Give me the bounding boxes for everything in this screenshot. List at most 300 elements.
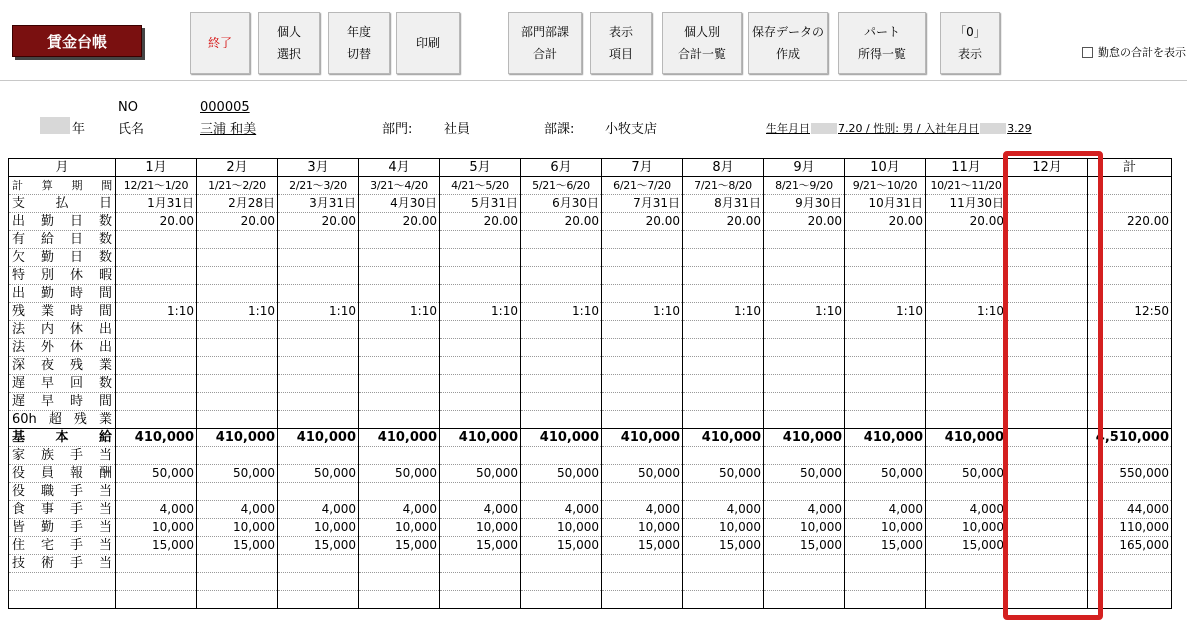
- table-cell: 550,000: [1088, 465, 1172, 483]
- table-cell: [602, 357, 683, 375]
- table-cell: [440, 231, 521, 249]
- table-cell: [683, 267, 764, 285]
- table-cell: 20.00: [602, 213, 683, 231]
- table-cell: [197, 267, 278, 285]
- table-cell: [521, 321, 602, 339]
- table-cell: [683, 411, 764, 429]
- table-cell: 50,000: [521, 465, 602, 483]
- month-header-row: [9, 159, 1172, 177]
- table-cell: [359, 375, 440, 393]
- button-label: 部門部課: [520, 25, 569, 39]
- table-cell: [359, 591, 440, 609]
- table-cell: [1088, 267, 1172, 285]
- table-cell: 4/21〜5/20: [440, 177, 521, 195]
- table-row: [9, 411, 1172, 429]
- table-cell: 2月28日: [197, 195, 278, 213]
- table-cell: [845, 357, 926, 375]
- table-cell: 5/21〜6/20: [521, 177, 602, 195]
- table-cell: [764, 249, 845, 267]
- row-label: 遅早時間: [9, 393, 116, 411]
- table-cell: [1088, 357, 1172, 375]
- table-cell: 15,000: [521, 537, 602, 555]
- table-cell: [1007, 591, 1088, 609]
- table-cell: [845, 321, 926, 339]
- table-cell: 20.00: [926, 213, 1007, 231]
- table-cell: [440, 321, 521, 339]
- table-cell: [926, 267, 1007, 285]
- table-cell: [197, 573, 278, 591]
- table-cell: [926, 231, 1007, 249]
- table-cell: 1:10: [683, 303, 764, 321]
- display-items-button[interactable]: [590, 12, 652, 74]
- table-cell: 110,000: [1088, 519, 1172, 537]
- person-total-list-button[interactable]: [662, 12, 742, 74]
- table-cell: [926, 591, 1007, 609]
- table-cell: [1007, 177, 1088, 195]
- table-row: [9, 393, 1172, 411]
- table-cell: [1007, 573, 1088, 591]
- table-cell: [845, 411, 926, 429]
- table-cell: [602, 393, 683, 411]
- dept-total-button[interactable]: [508, 12, 582, 74]
- table-cell: [440, 249, 521, 267]
- birth-label: 生年月日: [766, 122, 810, 135]
- table-cell: [440, 393, 521, 411]
- table-cell: [197, 411, 278, 429]
- table-cell: [359, 231, 440, 249]
- table-cell: [278, 321, 359, 339]
- table-cell: [1007, 285, 1088, 303]
- table-cell: 9/21〜10/20: [845, 177, 926, 195]
- table-cell: [440, 285, 521, 303]
- table-cell: [683, 483, 764, 501]
- table-cell: [845, 393, 926, 411]
- table-cell: [440, 555, 521, 573]
- table-cell: [1088, 591, 1172, 609]
- table-row: [9, 177, 1172, 195]
- table-cell: [764, 573, 845, 591]
- section-label: 部課:: [544, 122, 575, 137]
- table-cell: 20.00: [521, 213, 602, 231]
- table-cell: [521, 357, 602, 375]
- row-label: 深夜残業: [9, 357, 116, 375]
- table-cell: 8月31日: [683, 195, 764, 213]
- table-cell: [764, 321, 845, 339]
- table-cell: [1088, 249, 1172, 267]
- table-cell: 8/21〜9/20: [764, 177, 845, 195]
- table-cell: [521, 375, 602, 393]
- table-cell: [683, 249, 764, 267]
- table-cell: 7/21〜8/20: [683, 177, 764, 195]
- table-cell: [359, 411, 440, 429]
- table-cell: 15,000: [764, 537, 845, 555]
- table-cell: 15,000: [440, 537, 521, 555]
- table-cell: [926, 357, 1007, 375]
- row-label: 住宅手当: [9, 537, 116, 555]
- month-header: 10月: [845, 159, 926, 177]
- table-cell: [683, 357, 764, 375]
- checkbox-label: 勤怠の合計を表示: [1098, 46, 1186, 59]
- table-row: [9, 429, 1172, 447]
- table-cell: [1088, 285, 1172, 303]
- table-cell: [683, 573, 764, 591]
- table-cell: [683, 231, 764, 249]
- table-cell: 20.00: [359, 213, 440, 231]
- month-header: 11月: [926, 159, 1007, 177]
- button-label: 所得一覧: [857, 47, 906, 61]
- table-row: [9, 465, 1172, 483]
- month-header: 7月: [602, 159, 683, 177]
- table-cell: 1月31日: [116, 195, 197, 213]
- table-cell: 50,000: [116, 465, 197, 483]
- table-cell: [683, 285, 764, 303]
- table-cell: [1007, 429, 1088, 447]
- table-cell: [845, 267, 926, 285]
- table-cell: 50,000: [926, 465, 1007, 483]
- table-cell: 220.00: [1088, 213, 1172, 231]
- table-cell: 4,000: [602, 501, 683, 519]
- table-cell: 4,000: [440, 501, 521, 519]
- table-cell: [1007, 267, 1088, 285]
- show-attendance-total-checkbox[interactable]: [1082, 44, 1186, 60]
- table-cell: 20.00: [197, 213, 278, 231]
- toolbar: [0, 0, 1187, 81]
- table-cell: 15,000: [683, 537, 764, 555]
- table-cell: [278, 249, 359, 267]
- table-cell: [926, 483, 1007, 501]
- table-cell: 1:10: [278, 303, 359, 321]
- table-cell: [197, 375, 278, 393]
- table-row: [9, 447, 1172, 465]
- table-row: [9, 483, 1172, 501]
- table-cell: [845, 375, 926, 393]
- table-cell: [359, 555, 440, 573]
- year-suffix: 年: [72, 122, 86, 137]
- year-redacted: [40, 117, 70, 134]
- table-cell: 1:10: [602, 303, 683, 321]
- month-header: 5月: [440, 159, 521, 177]
- table-cell: 410,000: [521, 429, 602, 447]
- table-cell: 6月30日: [521, 195, 602, 213]
- join-tail: 3.29: [1007, 121, 1032, 135]
- table-cell: [602, 375, 683, 393]
- month-header: 2月: [197, 159, 278, 177]
- table-cell: [683, 339, 764, 357]
- month-header: 8月: [683, 159, 764, 177]
- table-cell: [1007, 393, 1088, 411]
- table-cell: [359, 573, 440, 591]
- table-cell: [764, 267, 845, 285]
- table-cell: [197, 285, 278, 303]
- table-cell: [521, 267, 602, 285]
- table-cell: [683, 447, 764, 465]
- table-cell: 12/21〜1/20: [116, 177, 197, 195]
- table-cell: 1:10: [197, 303, 278, 321]
- table-cell: 15,000: [197, 537, 278, 555]
- table-cell: [926, 411, 1007, 429]
- table-cell: [683, 591, 764, 609]
- button-label: 終了: [207, 36, 232, 50]
- table-cell: [926, 393, 1007, 411]
- table-cell: [197, 591, 278, 609]
- table-cell: [359, 267, 440, 285]
- table-cell: [1088, 339, 1172, 357]
- month-header: 3月: [278, 159, 359, 177]
- table-cell: [764, 411, 845, 429]
- table-cell: [359, 339, 440, 357]
- table-cell: 1:10: [926, 303, 1007, 321]
- table-cell: 50,000: [845, 465, 926, 483]
- table-cell: [845, 555, 926, 573]
- table-cell: [1007, 231, 1088, 249]
- table-cell: [278, 375, 359, 393]
- table-cell: [1088, 555, 1172, 573]
- table-cell: 4,510,000: [1088, 429, 1172, 447]
- table-cell: [116, 267, 197, 285]
- table-cell: 50,000: [197, 465, 278, 483]
- table-cell: [359, 393, 440, 411]
- table-cell: [845, 249, 926, 267]
- table-cell: [845, 483, 926, 501]
- button-label: 項目: [608, 47, 633, 61]
- row-label: 基本給: [9, 429, 116, 447]
- table-cell: 7月31日: [602, 195, 683, 213]
- table-cell: [359, 321, 440, 339]
- table-cell: 10,000: [359, 519, 440, 537]
- button-label: 年度: [346, 25, 371, 39]
- button-label: 個人: [276, 25, 301, 39]
- table-cell: [521, 339, 602, 357]
- create-saved-data-button[interactable]: [748, 12, 828, 74]
- table-cell: 410,000: [197, 429, 278, 447]
- table-cell: [845, 591, 926, 609]
- table-cell: 50,000: [764, 465, 845, 483]
- table-cell: [278, 285, 359, 303]
- table-cell: [602, 339, 683, 357]
- exit-button[interactable]: [190, 12, 250, 74]
- row-label: [9, 573, 116, 591]
- table-cell: 4,000: [683, 501, 764, 519]
- table-cell: 10,000: [440, 519, 521, 537]
- table-cell: [1088, 573, 1172, 591]
- table-cell: 10月31日: [845, 195, 926, 213]
- table-cell: [278, 411, 359, 429]
- table-cell: [440, 357, 521, 375]
- table-cell: [116, 357, 197, 375]
- month-header: 計: [1088, 159, 1172, 177]
- table-cell: [683, 321, 764, 339]
- table-cell: [278, 339, 359, 357]
- switch-year-button[interactable]: [328, 12, 390, 74]
- table-cell: 50,000: [440, 465, 521, 483]
- table-row: [9, 321, 1172, 339]
- table-cell: 10,000: [845, 519, 926, 537]
- dept-label: 部門:: [382, 122, 413, 137]
- table-cell: 50,000: [359, 465, 440, 483]
- table-cell: 20.00: [278, 213, 359, 231]
- select-person-button[interactable]: [258, 12, 320, 74]
- table-cell: [278, 591, 359, 609]
- table-cell: 9月30日: [764, 195, 845, 213]
- month-header: 6月: [521, 159, 602, 177]
- table-cell: 410,000: [602, 429, 683, 447]
- table-cell: 1:10: [116, 303, 197, 321]
- wage-ledger-table: [8, 158, 1172, 609]
- table-cell: [278, 483, 359, 501]
- table-cell: 50,000: [278, 465, 359, 483]
- table-cell: 410,000: [278, 429, 359, 447]
- print-button[interactable]: [396, 12, 460, 74]
- name-label: 氏名: [118, 122, 145, 137]
- table-cell: 4,000: [926, 501, 1007, 519]
- section-value: 小牧支店: [605, 122, 658, 137]
- table-cell: [197, 231, 278, 249]
- birth-redacted: [811, 123, 837, 134]
- table-cell: 4,000: [197, 501, 278, 519]
- table-cell: 10/21〜11/20: [926, 177, 1007, 195]
- table-cell: [440, 447, 521, 465]
- table-cell: [521, 393, 602, 411]
- table-cell: [359, 249, 440, 267]
- table-cell: [1088, 321, 1172, 339]
- button-label: 個人別: [683, 25, 720, 39]
- button-label: 合計: [532, 47, 557, 61]
- row-label: 法内休出: [9, 321, 116, 339]
- table-cell: [197, 339, 278, 357]
- table-cell: [359, 357, 440, 375]
- table-cell: 410,000: [683, 429, 764, 447]
- button-label: 「0」: [954, 25, 986, 39]
- table-cell: 2/21〜3/20: [278, 177, 359, 195]
- table-cell: [521, 231, 602, 249]
- table-cell: [926, 555, 1007, 573]
- table-cell: [116, 231, 197, 249]
- table-cell: [1007, 555, 1088, 573]
- table-cell: [764, 483, 845, 501]
- row-label: 60h超残業: [9, 411, 116, 429]
- table-cell: 10,000: [602, 519, 683, 537]
- table-row: [9, 573, 1172, 591]
- table-row: [9, 501, 1172, 519]
- checkbox-icon[interactable]: [1082, 47, 1093, 58]
- row-label: 皆勤手当: [9, 519, 116, 537]
- month-header: 12月: [1007, 159, 1088, 177]
- button-label: 印刷: [415, 36, 440, 50]
- table-cell: 4,000: [359, 501, 440, 519]
- table-cell: 20.00: [845, 213, 926, 231]
- employee-name: 三浦 和美: [200, 122, 257, 137]
- table-cell: 165,000: [1088, 537, 1172, 555]
- table-cell: [197, 555, 278, 573]
- table-row: [9, 555, 1172, 573]
- row-label: 欠勤日数: [9, 249, 116, 267]
- row-label: 法外休出: [9, 339, 116, 357]
- table-cell: 1:10: [359, 303, 440, 321]
- button-label: 切替: [346, 47, 371, 61]
- row-label: 有給日数: [9, 231, 116, 249]
- table-row: [9, 339, 1172, 357]
- table-row: [9, 357, 1172, 375]
- table-row: [9, 267, 1172, 285]
- table-cell: [1007, 339, 1088, 357]
- table-cell: [440, 267, 521, 285]
- button-label: 合計一覧: [677, 47, 726, 61]
- table-cell: [764, 285, 845, 303]
- table-cell: [764, 555, 845, 573]
- table-cell: [1088, 231, 1172, 249]
- month-header: 1月: [116, 159, 197, 177]
- table-cell: [602, 447, 683, 465]
- table-cell: [602, 483, 683, 501]
- table-cell: [359, 483, 440, 501]
- table-cell: [1007, 249, 1088, 267]
- table-cell: [116, 483, 197, 501]
- row-label: 家族手当: [9, 447, 116, 465]
- row-label: 出勤時間: [9, 285, 116, 303]
- join-redacted: [980, 123, 1006, 134]
- table-cell: 1:10: [521, 303, 602, 321]
- table-cell: 4,000: [116, 501, 197, 519]
- table-cell: [197, 249, 278, 267]
- table-cell: [1007, 483, 1088, 501]
- table-cell: 4,000: [764, 501, 845, 519]
- table-cell: 4,000: [521, 501, 602, 519]
- zero-display-button[interactable]: [940, 12, 1000, 74]
- table-cell: [197, 447, 278, 465]
- table-cell: [116, 591, 197, 609]
- table-cell: 10,000: [197, 519, 278, 537]
- table-cell: 410,000: [764, 429, 845, 447]
- table-cell: [926, 285, 1007, 303]
- table-cell: [278, 555, 359, 573]
- table-cell: [845, 231, 926, 249]
- row-label: 特別休暇: [9, 267, 116, 285]
- row-label: 計算期間: [9, 177, 116, 195]
- table-row: [9, 537, 1172, 555]
- table-cell: [359, 285, 440, 303]
- table-cell: 15,000: [359, 537, 440, 555]
- table-cell: [521, 555, 602, 573]
- table-cell: [521, 483, 602, 501]
- table-cell: [521, 591, 602, 609]
- table-row: [9, 249, 1172, 267]
- table-cell: [764, 357, 845, 375]
- button-label: 保存データの: [751, 25, 824, 39]
- table-cell: [278, 267, 359, 285]
- table-cell: 50,000: [602, 465, 683, 483]
- part-income-list-button[interactable]: [838, 12, 926, 74]
- table-cell: [278, 393, 359, 411]
- table-cell: 410,000: [926, 429, 1007, 447]
- table-cell: [764, 447, 845, 465]
- table-cell: [197, 393, 278, 411]
- table-cell: [926, 339, 1007, 357]
- table-cell: 10,000: [521, 519, 602, 537]
- table-cell: [602, 231, 683, 249]
- table-cell: [845, 573, 926, 591]
- table-cell: [116, 339, 197, 357]
- app-title: 賃金台帳: [12, 25, 142, 57]
- table-cell: [116, 555, 197, 573]
- table-cell: 11月30日: [926, 195, 1007, 213]
- table-row: [9, 519, 1172, 537]
- table-cell: [683, 375, 764, 393]
- table-cell: [521, 573, 602, 591]
- table-cell: [602, 555, 683, 573]
- birth-gender-join: [766, 120, 1032, 136]
- table-cell: [602, 591, 683, 609]
- table-cell: [278, 573, 359, 591]
